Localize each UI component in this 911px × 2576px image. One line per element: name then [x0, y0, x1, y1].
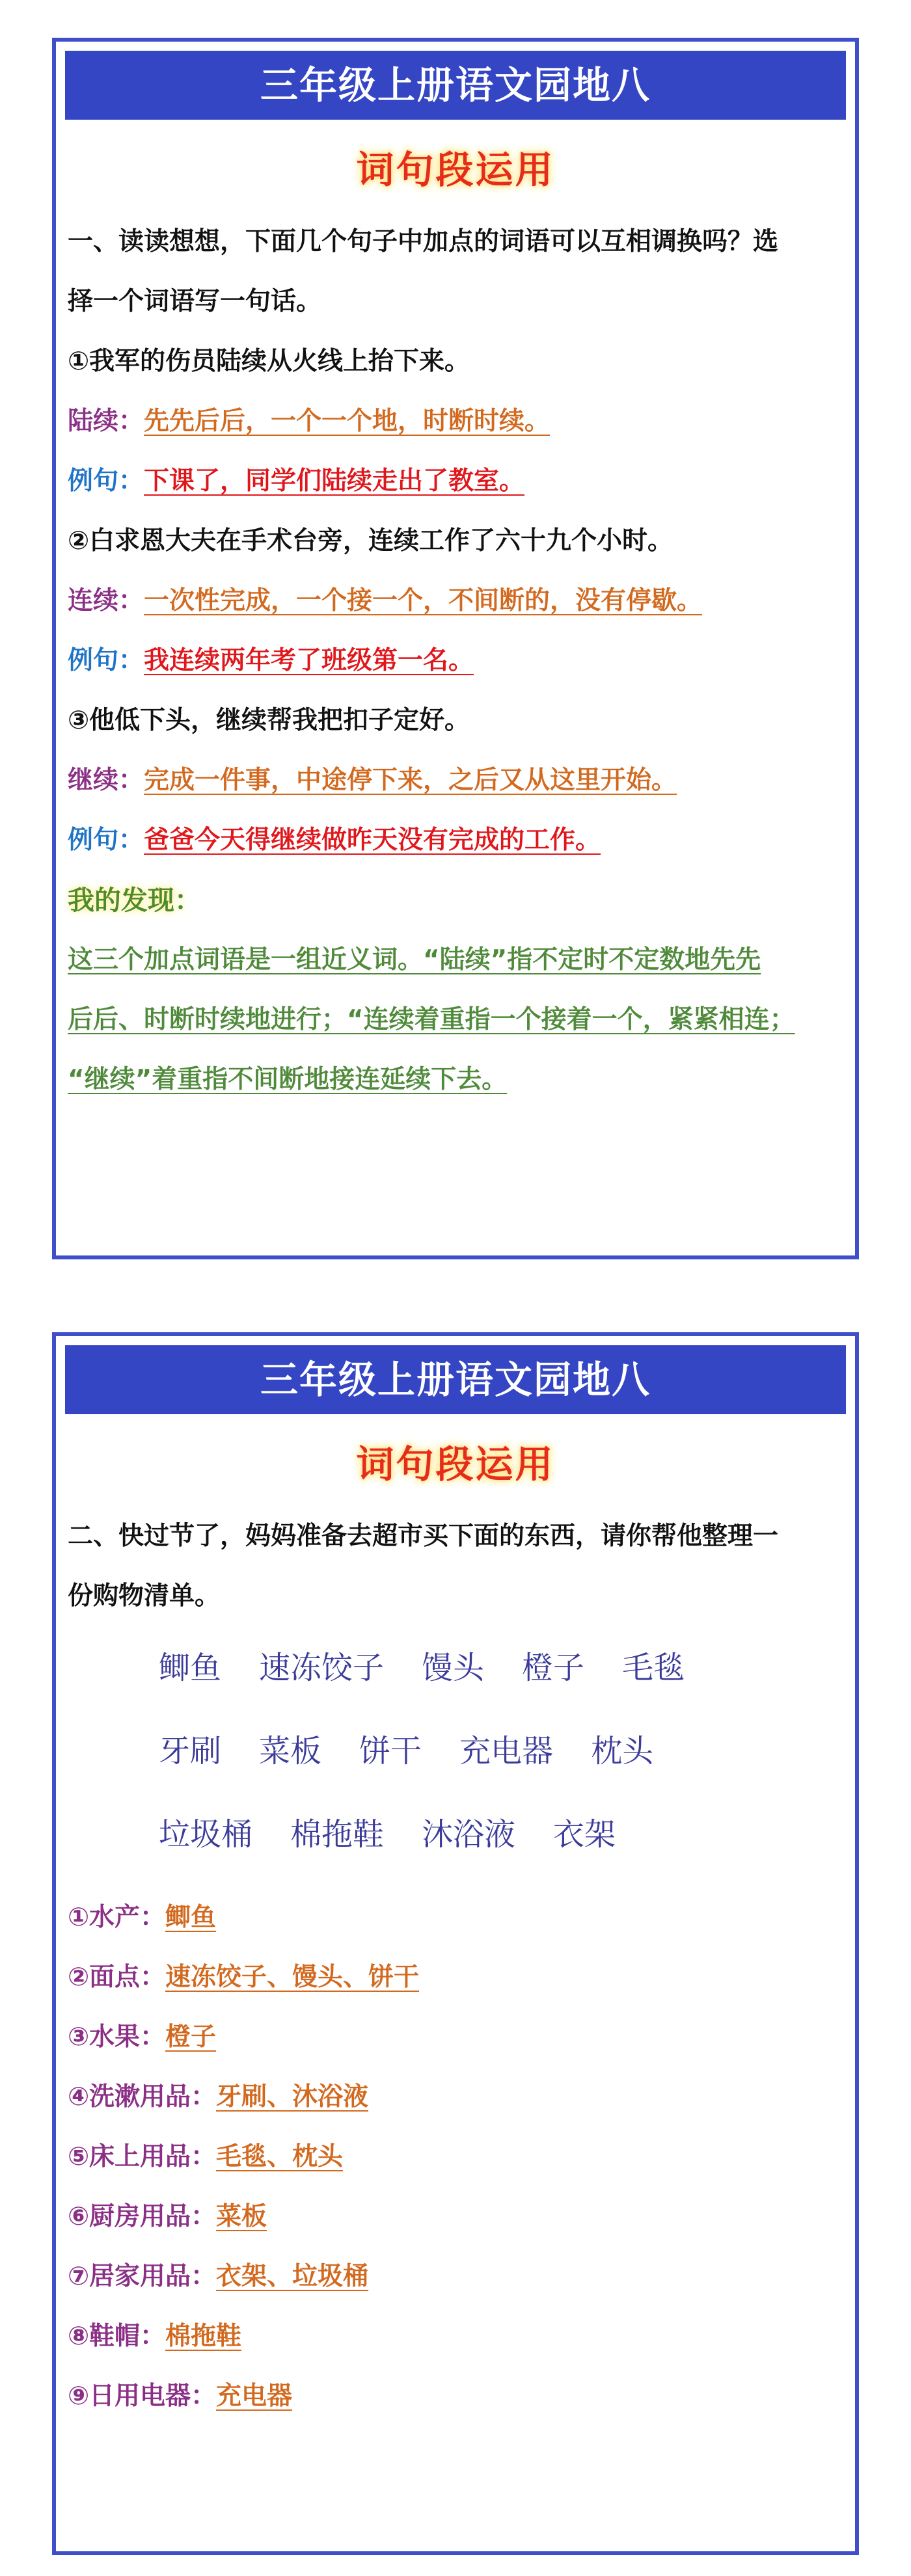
category-line [68, 2007, 419, 2067]
example-line [68, 451, 843, 511]
example-text: 爸爸今天得继续做昨天没有完成的工作。 [144, 825, 601, 855]
discovery-line: “继续”着重指不间断地接连延续下去。 [68, 1065, 508, 1094]
shopping-item: 毛毯 [622, 1650, 685, 1686]
card2-subtitle: 词句段运用 [356, 1442, 555, 1486]
shopping-item: 沐浴液 [422, 1816, 516, 1853]
category-label: ⑥厨房用品： [68, 2202, 217, 2231]
discovery-title: 我的发现： [68, 885, 201, 916]
category-label: ②面点： [68, 1963, 166, 1992]
card1-header: 三年级上册语文园地八 [65, 51, 846, 120]
shopping-item: 鲫鱼 [159, 1650, 222, 1686]
card1-subtitle: 词句段运用 [356, 148, 555, 192]
question-line: 二、快过节了，妈妈准备去超市买下面的东西，请你帮他整理一 [68, 1522, 779, 1551]
category-value: 牙刷、沐浴液 [216, 2082, 369, 2112]
category-value: 毛毯、枕头 [216, 2142, 344, 2171]
example-label: 例句： [68, 646, 144, 675]
worksheet-card-1 [52, 38, 859, 1259]
meaning-line [68, 751, 843, 811]
card2-content [68, 1507, 843, 1626]
card2-header: 三年级上册语文园地八 [65, 1345, 846, 1414]
category-label: ⑧鞋帽： [68, 2322, 166, 2351]
category-line [68, 2187, 419, 2247]
shopping-item: 速冻饺子 [259, 1650, 385, 1686]
category-line [68, 2307, 419, 2367]
category-label: ③水果： [68, 2022, 166, 2052]
shopping-item: 枕头 [591, 1733, 654, 1769]
category-line [68, 2247, 419, 2307]
question-line: 一、读读想想，下面几个句子中加点的词语可以互相调换吗？选 [68, 227, 779, 256]
category-value: 菜板 [216, 2202, 267, 2231]
shopping-items [159, 1626, 722, 1876]
shopping-item: 垃圾桶 [159, 1816, 253, 1853]
meaning-line [68, 571, 843, 631]
shopping-item: 饼干 [359, 1733, 422, 1769]
sentence-line: ③他低下头，继续帮我把扣子定好。 [68, 706, 470, 735]
category-value: 橙子 [165, 2022, 217, 2052]
category-value: 鲫鱼 [165, 1903, 217, 1932]
discovery-line: 这三个加点词语是一组近义词。“陆续”指不定时不定数地先先 [68, 945, 761, 974]
example-label: 例句： [68, 466, 144, 496]
shopping-item: 菜板 [259, 1733, 322, 1769]
question-line: 份购物清单。 [68, 1581, 221, 1611]
category-value: 衣架、垃圾桶 [216, 2262, 369, 2291]
shopping-item: 馒头 [422, 1650, 485, 1686]
word-label: 连续： [68, 586, 144, 615]
category-line [68, 2067, 419, 2127]
category-line [68, 1948, 419, 2007]
sentence-line: ①我军的伤员陆续从火线上抬下来。 [68, 347, 470, 376]
shopping-item: 牙刷 [159, 1733, 222, 1769]
category-value: 充电器 [216, 2381, 293, 2411]
category-label: ①水产： [68, 1903, 166, 1932]
category-label: ⑤床上用品： [68, 2142, 217, 2171]
word-meaning: 一次性完成，一个接一个，不间断的，没有停歇。 [144, 586, 703, 615]
category-value: 棉拖鞋 [165, 2322, 242, 2351]
word-meaning: 完成一件事，中途停下来，之后又从这里开始。 [144, 766, 677, 795]
card1-content [68, 212, 843, 1110]
example-text: 我连续两年考了班级第一名。 [144, 646, 474, 675]
worksheet-card-2 [52, 1332, 859, 2555]
word-label: 陆续： [68, 407, 144, 436]
discovery-line: 后后、时断时续地进行；“连续着重指一个接着一个，紧紧相连； [68, 1005, 795, 1034]
category-label: ⑦居家用品： [68, 2262, 217, 2291]
item-row [159, 1626, 722, 1710]
sentence-line: ②白求恩大夫在手术台旁，连续工作了六十九个小时。 [68, 526, 673, 556]
shopping-item: 衣架 [553, 1816, 616, 1853]
shopping-item: 棉拖鞋 [290, 1816, 385, 1853]
example-line [68, 811, 843, 870]
example-label: 例句： [68, 825, 144, 855]
shopping-list [68, 1888, 419, 2426]
category-line [68, 2367, 419, 2426]
category-label: ⑨日用电器： [68, 2381, 217, 2411]
word-meaning: 先先后后，一个一个地，时断时续。 [144, 407, 551, 436]
category-label: ④洗漱用品： [68, 2082, 217, 2112]
category-value: 速冻饺子、馒头、饼干 [165, 1963, 420, 1992]
question-line: 择一个词语写一句话。 [68, 287, 322, 316]
category-line [68, 1888, 419, 1948]
item-row [159, 1710, 722, 1793]
word-label: 继续： [68, 766, 144, 795]
example-line [68, 631, 843, 691]
item-row [159, 1793, 722, 1876]
category-line [68, 2127, 419, 2187]
example-text: 下课了，同学们陆续走出了教室。 [144, 466, 525, 496]
shopping-item: 充电器 [459, 1733, 554, 1769]
meaning-line [68, 392, 843, 451]
shopping-item: 橙子 [522, 1650, 585, 1686]
